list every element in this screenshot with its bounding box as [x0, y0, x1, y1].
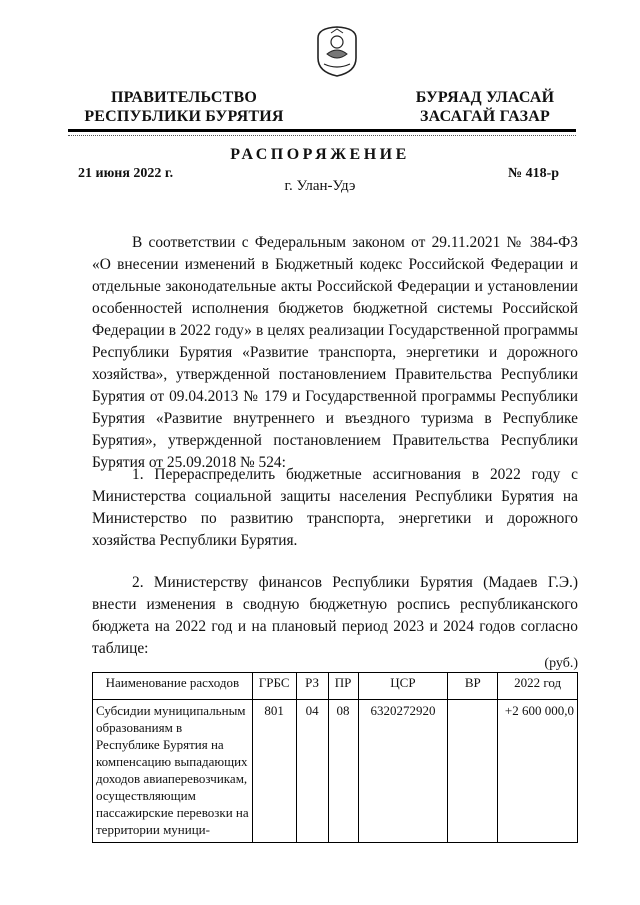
cell-grbs: 801: [252, 700, 296, 843]
document-title: РАСПОРЯЖЕНИЕ: [230, 146, 410, 163]
document-number: № 418-р: [508, 166, 560, 181]
col-header-grbs: ГРБС: [252, 673, 296, 700]
cell-csr: 6320272920: [358, 700, 448, 843]
coat-of-arms-icon: [314, 24, 360, 78]
issuer-line-1: ПРАВИТЕЛЬСТВО: [110, 89, 258, 106]
header-rule: [68, 129, 576, 132]
issuer-name-russian: [84, 88, 284, 126]
cell-expense-name: Субсидии муниципальным образованиям в Республике Бурятия на компенсацию выпадающих доходов авиаперевозчикам, осуществляющим пассажирские перевозки на территории муници-: [93, 700, 253, 843]
header-dotted-rule: [68, 135, 576, 136]
issuer-name-buryat: [410, 88, 560, 126]
cell-pr: 08: [328, 700, 358, 843]
issuer-line-1-buryat: БУРЯАД УЛАСАЙ: [415, 89, 555, 106]
col-header-pr: ПР: [328, 673, 358, 700]
table-row: [93, 700, 578, 843]
col-header-vr: ВР: [448, 673, 498, 700]
col-header-year: 2022 год: [498, 673, 578, 700]
paragraph-clause-2: 2. Министерству финансов Республики Бурятия (Мадаев Г.Э.) внести изменения в сводную бюджетную роспись республиканского бюджета на 2022 год и на плановый период 2023 и 2024 годов согласно таблице:: [92, 574, 578, 657]
col-header-rz: РЗ: [296, 673, 328, 700]
paragraph-clause-1: 1. Перераспределить бюджетные ассигнования в 2022 году с Министерства социальной защиты населения Республики Бурятия на Министерство по развитию транспорта, энергетики и дорожного хозяйства Республики Бурятия.: [92, 466, 578, 549]
cell-amount: +2 600 000,0: [498, 700, 578, 843]
document-city: г. Улан-Удэ: [284, 178, 356, 194]
preamble: [92, 232, 578, 474]
document-date: 21 июня 2022 г.: [78, 166, 174, 181]
cell-vr: [448, 700, 498, 843]
clause-1: [92, 464, 578, 552]
clause-2: [92, 572, 578, 660]
cell-rz: 04: [296, 700, 328, 843]
table-unit: (руб.): [544, 656, 578, 671]
paragraph-preamble: В соответствии с Федеральным законом от 29.11.2021 № 384-ФЗ «О внесении изменений в Бюджетный кодекс Российской Федерации и отдельные законодательные акты Российской Федерации и установлении особенностей исполнения бюджетов бюджетной системы Российской Федерации в 2022 году» в целях реализации Государственной программы Республики Бурятия «Развитие транспорта, энергетики и дорожного хозяйства», утвержденной постановлением Правительства Республики Бурятия от 09.04.2013 № 179 и Государственной программы Республики Бурятия «Развитие внутреннего и въездного туризма в Республике Бурятия», утвержденной постановлением Правительства Республики Бурятия от 25.09.2018 № 524:: [92, 234, 578, 471]
col-header-name: Наименование расходов: [93, 673, 253, 700]
budget-table: [92, 672, 578, 843]
issuer-line-2: РЕСПУБЛИКИ БУРЯТИЯ: [84, 108, 284, 125]
issuer-line-2-buryat: ЗАСАГАЙ ГАЗАР: [420, 108, 550, 125]
table-header-row: [93, 673, 578, 700]
col-header-csr: ЦСР: [358, 673, 448, 700]
